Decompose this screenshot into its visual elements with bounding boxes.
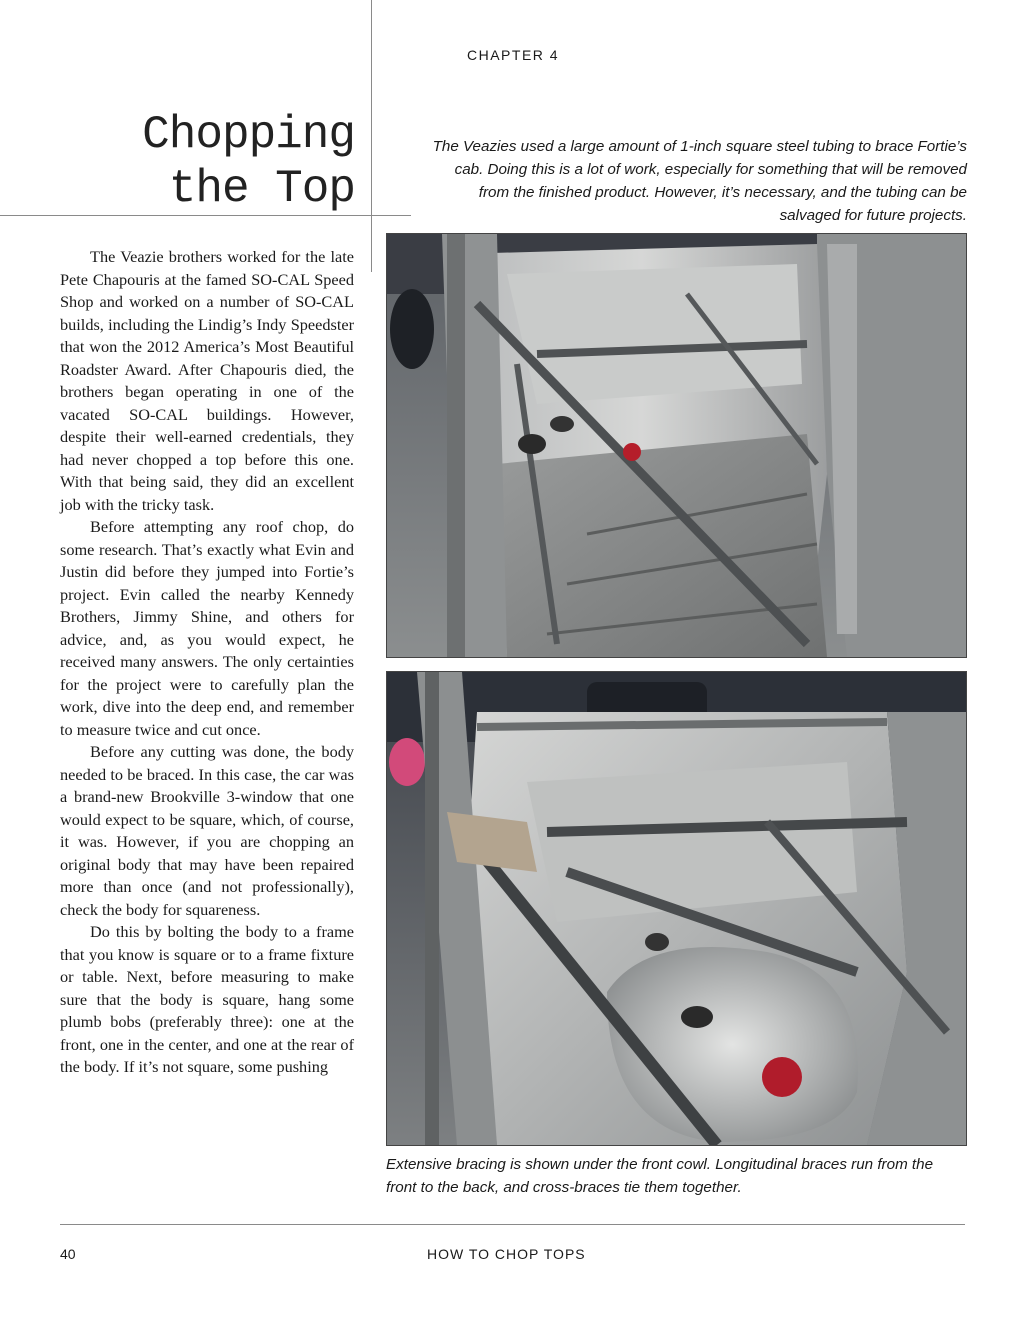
chapter-label: CHAPTER 4 [467,47,560,63]
paragraph-3: Before any cutting was done, the body needed to be braced. In this case, the car was a brand-new Brookville 3-window that one would expect to be square, which, of course, it was. However, if you are chopping an original body that may have been repaired more than once (and not professionally), check the body for squareness. [60,742,354,919]
paragraph-2: Before attempting any roof chop, do some research. That’s exactly what Evin and Justin did before they jumped into Fortie’s project. Evin called the nearby Kennedy Brothers, Jimmy Shine, and others for advice, and, as you would expect, he received many answers. The only certainties for the project were to carefully plan the work, dive into the deep end, and remember to measure twice and cut once. [60,517,354,739]
photo-cowl-bracing [386,671,967,1146]
photo-cab-bracing-image [387,234,966,657]
paragraph-4: Do this by bolting the body to a frame that you know is square or to a frame fixture or table. Next, before measuring to make sure that the body is square, hang some plumb bobs (preferably three): one at the front, one in the center, and one at the rear of the body. If it’s not square, some pushing [60,922,354,1076]
photo-cowl-bracing-image [387,672,966,1145]
chapter-title [142,108,355,216]
footer-rule [60,1224,965,1225]
title-line-1: Chopping [142,109,355,161]
title-line-2: the Top [168,163,355,215]
caption-bottom: Extensive bracing is shown under the front cowl. Longitudinal braces run from the front to the back, and cross-braces tie them together. [386,1156,934,1196]
vertical-rule [371,0,372,272]
body-text [60,246,354,1079]
paragraph-1: The Veazie brothers worked for the late Pete Chapouris at the famed SO-CAL Speed Shop and worked on a number of SO-CAL builds, including the Lindig’s Indy Speedster that won the 2012 America’s Most Beautiful Roadster Award. After Chapouris died, the brothers began operating in one of the vacated SO-CAL buildings. However, despite their well-earned credentials, they had never chopped a top before this one. With that being said, they did an excellent job with the tricky task. [60,247,354,514]
page-number: 40 [60,1246,76,1262]
photo-cab-bracing [386,233,967,658]
running-title: HOW TO CHOP TOPS [427,1246,586,1262]
caption-top: The Veazies used a large amount of 1-inch square steel tubing to brace Fortie’s cab. Doing this is a lot of work, especially for something that will be removed from the finished product. However, it’s necessary, and the tubing can be salvaged for future projects. [432,138,967,224]
